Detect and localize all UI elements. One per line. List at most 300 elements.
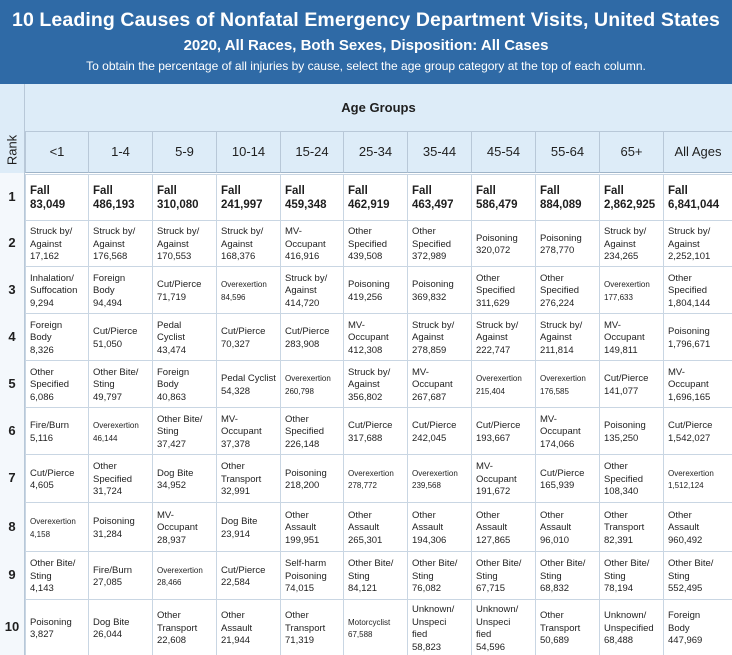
table-cell bbox=[471, 599, 535, 655]
table-cell bbox=[599, 360, 663, 407]
cause-count: 260,798 bbox=[285, 386, 314, 396]
column-header[interactable] bbox=[471, 132, 535, 173]
cause-count: 884,089 bbox=[540, 198, 582, 211]
cause-count: 215,404 bbox=[476, 386, 505, 396]
table-cell bbox=[152, 266, 216, 313]
cause-count: 199,951 bbox=[285, 534, 320, 546]
table-cell bbox=[216, 313, 280, 360]
cause-count: 174,066 bbox=[540, 438, 575, 450]
table-cell bbox=[407, 454, 471, 502]
cause-label: Other Bite/ Sting bbox=[348, 558, 394, 582]
table-cell bbox=[88, 266, 152, 313]
column-header[interactable] bbox=[535, 132, 599, 173]
cause-count: 37,427 bbox=[157, 438, 187, 450]
cause-label: Poisoning bbox=[348, 279, 390, 290]
cause-label: Overexertion bbox=[221, 280, 267, 289]
rank-number: 6 bbox=[8, 423, 16, 438]
cause-count: 265,301 bbox=[348, 534, 383, 546]
cause-count: 278,770 bbox=[540, 245, 575, 256]
cause-count: 416,916 bbox=[285, 251, 320, 263]
table-cell bbox=[216, 502, 280, 551]
cause-count: 194,306 bbox=[412, 534, 447, 546]
cause-count: 165,939 bbox=[540, 480, 575, 491]
cause-label: Fire/Burn bbox=[30, 420, 70, 431]
cause-label: Motorcyclist bbox=[348, 617, 391, 627]
cause-count: 283,908 bbox=[285, 338, 320, 350]
table-cell bbox=[216, 551, 280, 599]
cause-label: Poisoning bbox=[540, 232, 582, 244]
table-cell bbox=[663, 551, 732, 599]
column-header[interactable] bbox=[407, 132, 471, 173]
cause-label: Dog Bite bbox=[93, 616, 130, 628]
column-header-label: 35-44 bbox=[422, 144, 457, 159]
page-header bbox=[0, 0, 732, 84]
cause-label: Inhalation/ Suffocation bbox=[30, 272, 78, 297]
table-cell bbox=[280, 551, 343, 599]
cause-count: 71,319 bbox=[285, 635, 315, 647]
cause-label: Cut/Pierce bbox=[93, 326, 138, 337]
table-cell bbox=[88, 454, 152, 502]
table-cell bbox=[152, 551, 216, 599]
cause-label: Overexertion bbox=[412, 468, 458, 478]
cause-count: 218,200 bbox=[285, 480, 320, 491]
cause-count: 317,688 bbox=[348, 432, 383, 444]
cause-count: 37,378 bbox=[221, 438, 251, 450]
table-cell bbox=[343, 599, 407, 655]
table-cell bbox=[25, 502, 88, 551]
column-header[interactable] bbox=[152, 132, 216, 173]
column-header-label: 45-54 bbox=[486, 144, 521, 159]
cause-count: 311,629 bbox=[476, 297, 510, 309]
cause-label: Other Transport bbox=[604, 509, 645, 534]
cause-label: Poisoning bbox=[412, 279, 454, 290]
table-cell bbox=[280, 502, 343, 551]
table-cell bbox=[407, 502, 471, 551]
table-cell bbox=[471, 360, 535, 407]
table-cell bbox=[88, 551, 152, 599]
column-header-label: 65+ bbox=[620, 144, 643, 159]
table-cell bbox=[25, 266, 88, 313]
cause-count: 34,952 bbox=[157, 480, 187, 491]
table-cell bbox=[216, 266, 280, 313]
cause-count: 211,814 bbox=[540, 344, 574, 356]
cause-count: 26,044 bbox=[93, 629, 123, 640]
table-cell bbox=[152, 599, 216, 655]
table-cell bbox=[152, 502, 216, 551]
cause-count: 310,080 bbox=[157, 198, 199, 211]
cause-label: Overexertion bbox=[30, 517, 76, 526]
cause-label: Cut/Pierce bbox=[348, 420, 393, 431]
table-cell bbox=[535, 220, 599, 266]
cause-label: Foreign Body bbox=[157, 366, 190, 391]
cause-count: 27,085 bbox=[93, 577, 123, 588]
cause-count: 31,724 bbox=[93, 486, 123, 498]
cause-label: Other Transport bbox=[221, 461, 262, 485]
cause-label: MV- Occupant bbox=[285, 226, 326, 250]
cause-label: Struck by/ Against bbox=[221, 226, 264, 250]
table-cell bbox=[535, 360, 599, 407]
table-cell bbox=[471, 313, 535, 360]
cause-label: MV- Occupant bbox=[604, 319, 645, 344]
table-cell bbox=[407, 360, 471, 407]
cause-label: MV- Occupant bbox=[476, 461, 517, 485]
cause-count: 84,596 bbox=[221, 292, 246, 302]
cause-label: Fall bbox=[668, 184, 688, 197]
cause-label: Other Assault bbox=[540, 509, 572, 534]
cause-label: Other Specified bbox=[540, 272, 580, 297]
cause-count: 3,827 bbox=[30, 629, 54, 640]
cause-label: Struck by/ Against bbox=[348, 366, 391, 391]
table-cell bbox=[407, 174, 471, 220]
cause-label: Struck by/ Against bbox=[604, 226, 647, 250]
table-cell bbox=[25, 220, 88, 266]
cause-count: 78,194 bbox=[604, 583, 634, 595]
cause-label: Dog Bite bbox=[221, 516, 258, 527]
rank-number: 9 bbox=[8, 567, 16, 582]
cause-count: 267,687 bbox=[412, 391, 447, 403]
cause-label: MV- Occupant bbox=[348, 319, 389, 344]
cause-count: 276,224 bbox=[540, 297, 575, 309]
cause-label: Fall bbox=[604, 184, 624, 197]
cause-label: Other Bite/ Sting bbox=[93, 366, 139, 391]
cause-count: 462,919 bbox=[348, 198, 390, 211]
cause-label: MV- Occupant bbox=[540, 413, 581, 438]
cause-count: 4,605 bbox=[30, 480, 54, 491]
cause-count: 2,252,101 bbox=[668, 251, 711, 263]
cause-count: 242,045 bbox=[412, 432, 447, 444]
column-header-label: 55-64 bbox=[550, 144, 585, 159]
cause-count: 94,494 bbox=[93, 297, 123, 309]
table-cell bbox=[599, 220, 663, 266]
cause-count: 17,162 bbox=[30, 251, 60, 263]
table-cell bbox=[88, 313, 152, 360]
cause-count: 49,797 bbox=[93, 391, 123, 403]
cause-count: 447,969 bbox=[668, 635, 703, 647]
cause-count: 241,997 bbox=[221, 198, 263, 211]
table-cell bbox=[280, 454, 343, 502]
cause-count: 372,989 bbox=[412, 251, 447, 263]
table-cell bbox=[216, 174, 280, 220]
cause-label: Struck by/ Against bbox=[668, 226, 711, 250]
table-cell bbox=[407, 599, 471, 655]
table-cell bbox=[343, 266, 407, 313]
cause-label: Struck by/ Against bbox=[540, 319, 583, 344]
cause-label: MV- Occupant bbox=[157, 509, 198, 534]
cause-count: 84,121 bbox=[348, 583, 378, 595]
cause-count: 168,376 bbox=[221, 251, 256, 263]
cause-label: Cut/Pierce bbox=[540, 467, 585, 479]
table-cell bbox=[599, 599, 663, 655]
rank-number: 5 bbox=[8, 376, 16, 391]
column-header[interactable] bbox=[663, 132, 732, 173]
table-cell bbox=[407, 220, 471, 266]
table-cell bbox=[663, 174, 732, 220]
table-cell bbox=[663, 454, 732, 502]
cause-count: 176,568 bbox=[93, 251, 128, 263]
cause-count: 43,474 bbox=[157, 344, 187, 356]
cause-count: 463,497 bbox=[412, 198, 454, 211]
cause-count: 70,327 bbox=[221, 338, 251, 350]
rank-number: 7 bbox=[8, 470, 16, 485]
table-cell bbox=[152, 174, 216, 220]
cause-label: Poisoning bbox=[604, 420, 646, 431]
cause-count: 127,865 bbox=[476, 534, 511, 546]
cause-label: Overexertion bbox=[348, 468, 394, 478]
cause-label: Other Bite/ Sting bbox=[604, 558, 650, 582]
cause-count: 22,584 bbox=[221, 577, 251, 588]
cause-count: 68,832 bbox=[540, 583, 570, 595]
cause-count: 278,772 bbox=[348, 481, 377, 490]
cause-count: 74,015 bbox=[285, 583, 315, 595]
table-cell bbox=[216, 220, 280, 266]
table-cell bbox=[343, 174, 407, 220]
cause-label: Cut/Pierce bbox=[604, 373, 649, 384]
cause-label: Fall bbox=[540, 184, 560, 197]
table-cell bbox=[599, 502, 663, 551]
cause-count: 28,466 bbox=[157, 578, 182, 587]
cause-count: 586,479 bbox=[476, 198, 518, 211]
table-cell bbox=[25, 599, 88, 655]
table-cell bbox=[599, 551, 663, 599]
column-header-label: 1-4 bbox=[111, 144, 130, 159]
cause-count: 31,284 bbox=[93, 528, 123, 540]
table-cell bbox=[535, 502, 599, 551]
table-cell bbox=[25, 313, 88, 360]
cause-label: Other Transport bbox=[157, 610, 198, 634]
cause-label: Overexertion bbox=[604, 280, 650, 289]
cause-label: Fall bbox=[30, 184, 50, 197]
cause-count: 222,747 bbox=[476, 344, 511, 356]
cause-count: 83,049 bbox=[30, 198, 66, 211]
table-cell bbox=[471, 266, 535, 313]
table-cell bbox=[88, 502, 152, 551]
cause-count: 68,488 bbox=[604, 635, 634, 647]
cause-label: Fall bbox=[348, 184, 368, 197]
cause-label: Foreign Body bbox=[30, 319, 63, 344]
cause-label: MV- Occupant bbox=[221, 413, 262, 438]
column-header-label: All Ages bbox=[674, 144, 722, 159]
column-header[interactable] bbox=[343, 132, 407, 173]
column-header-label: <1 bbox=[49, 144, 65, 159]
cause-count: 6,086 bbox=[30, 391, 54, 403]
rank-number: 3 bbox=[8, 282, 16, 297]
rank-number: 8 bbox=[8, 519, 16, 534]
cause-label: Cut/Pierce bbox=[476, 420, 521, 431]
cause-label: Dog Bite bbox=[157, 467, 194, 479]
rank-header bbox=[0, 84, 25, 173]
table-cell bbox=[343, 220, 407, 266]
cause-label: Other Specified bbox=[30, 366, 70, 391]
cause-count: 320,072 bbox=[476, 245, 511, 256]
table-cell bbox=[25, 360, 88, 407]
cause-count: 54,328 bbox=[221, 385, 251, 397]
table-cell bbox=[280, 266, 343, 313]
table-cell bbox=[152, 360, 216, 407]
cause-label: Other Assault bbox=[476, 509, 508, 534]
cause-count: 141,077 bbox=[604, 385, 639, 397]
cause-count: 135,250 bbox=[604, 432, 639, 444]
table-cell bbox=[535, 174, 599, 220]
cause-label: Other Specified bbox=[285, 413, 325, 438]
table-cell bbox=[152, 220, 216, 266]
cause-count: 76,082 bbox=[412, 583, 442, 595]
cause-count: 226,148 bbox=[285, 438, 320, 450]
table-cell bbox=[599, 313, 663, 360]
table-cell bbox=[663, 220, 732, 266]
cause-label: Other Bite/ Sting bbox=[476, 558, 522, 582]
cause-label: Poisoning bbox=[285, 467, 327, 479]
cause-count: 5,116 bbox=[30, 432, 54, 444]
cause-label: Fire/Burn bbox=[93, 564, 133, 576]
table-cell bbox=[152, 313, 216, 360]
cause-label: Cut/Pierce bbox=[221, 326, 266, 337]
cause-count: 193,667 bbox=[476, 432, 511, 444]
table-cell bbox=[343, 407, 407, 454]
table-cell bbox=[535, 266, 599, 313]
table-cell bbox=[535, 551, 599, 599]
table-cell bbox=[535, 454, 599, 502]
cause-label: Fall bbox=[285, 184, 305, 197]
rank-header-label: Rank bbox=[4, 134, 20, 166]
cause-label: Other Transport bbox=[285, 610, 326, 634]
cause-label: Other Bite/ Sting bbox=[412, 558, 458, 582]
cause-count: 960,492 bbox=[668, 534, 703, 546]
cause-label: Cut/Pierce bbox=[221, 564, 266, 576]
table-cell bbox=[407, 551, 471, 599]
cause-count: 71,719 bbox=[157, 291, 187, 303]
cause-count: 191,672 bbox=[476, 486, 511, 498]
table-cell bbox=[599, 266, 663, 313]
table-cell bbox=[535, 407, 599, 454]
table-cell bbox=[343, 360, 407, 407]
cause-count: 419,256 bbox=[348, 291, 383, 303]
cause-label: Other Transport bbox=[540, 610, 581, 634]
cause-label: Other Specified bbox=[604, 461, 644, 485]
column-header-label: 15-24 bbox=[295, 144, 329, 159]
cause-count: 23,914 bbox=[221, 528, 251, 540]
cause-label: Fall bbox=[221, 184, 241, 197]
table-cell bbox=[25, 407, 88, 454]
cause-label: Struck by/ Against bbox=[476, 319, 519, 344]
table-cell bbox=[216, 599, 280, 655]
table-cell bbox=[88, 407, 152, 454]
column-header[interactable] bbox=[88, 132, 152, 173]
cause-count: 28,937 bbox=[157, 534, 187, 546]
cause-label: Other Assault bbox=[348, 509, 380, 534]
cause-count: 170,553 bbox=[157, 251, 192, 263]
cause-count: 177,633 bbox=[604, 292, 633, 302]
table-cell bbox=[471, 454, 535, 502]
cause-label: Pedal Cyclist bbox=[157, 319, 185, 344]
table-cell bbox=[280, 220, 343, 266]
table-cell bbox=[88, 360, 152, 407]
cause-label: Other Bite/ Sting bbox=[30, 558, 76, 582]
cause-count: 32,991 bbox=[221, 486, 251, 498]
column-header-label: 5-9 bbox=[175, 144, 194, 159]
table-cell bbox=[88, 174, 152, 220]
table-cell bbox=[663, 313, 732, 360]
table-cell bbox=[599, 174, 663, 220]
rank-number: 4 bbox=[8, 329, 16, 344]
cause-label: Poisoning bbox=[93, 516, 135, 527]
rank-number: 10 bbox=[4, 619, 20, 634]
cause-label: Other Specified bbox=[412, 226, 452, 250]
cause-count: 414,720 bbox=[285, 297, 320, 309]
table-cell bbox=[407, 266, 471, 313]
cause-label: Fall bbox=[93, 184, 113, 197]
column-header[interactable] bbox=[25, 132, 88, 173]
table-cell bbox=[663, 502, 732, 551]
cause-label: Poisoning bbox=[30, 616, 72, 628]
table-cell bbox=[407, 407, 471, 454]
cause-label: Fall bbox=[412, 184, 432, 197]
table-cell bbox=[280, 174, 343, 220]
cause-label: Other Specified bbox=[476, 272, 516, 297]
table-cell bbox=[663, 407, 732, 454]
cause-count: 82,391 bbox=[604, 534, 634, 546]
table-cell bbox=[343, 551, 407, 599]
table-cell bbox=[25, 174, 88, 220]
cause-label: Overexertion bbox=[540, 374, 586, 383]
cause-label: Overexertion bbox=[93, 421, 139, 430]
table-cell bbox=[471, 174, 535, 220]
cause-label: Foreign Body bbox=[668, 610, 701, 634]
table-cell bbox=[663, 360, 732, 407]
age-groups-label: Age Groups bbox=[341, 100, 416, 115]
table-cell bbox=[216, 360, 280, 407]
table-cell bbox=[25, 454, 88, 502]
cause-count: 108,340 bbox=[604, 486, 639, 498]
cause-count: 50,689 bbox=[540, 635, 570, 647]
cause-count: 459,348 bbox=[285, 198, 327, 211]
column-header[interactable] bbox=[599, 132, 663, 173]
cause-count: 176,585 bbox=[540, 386, 569, 396]
cause-label: Unknown/ Unspecified bbox=[604, 610, 654, 634]
cause-label: Struck by/ Against bbox=[157, 226, 200, 250]
cause-count: 8,326 bbox=[30, 344, 54, 356]
table-cell bbox=[343, 454, 407, 502]
cause-label: Other Assault bbox=[221, 610, 253, 634]
cause-count: 51,050 bbox=[93, 338, 123, 350]
table-cell bbox=[407, 313, 471, 360]
table-cell bbox=[535, 313, 599, 360]
rank-number: 1 bbox=[8, 189, 16, 204]
table-cell bbox=[152, 454, 216, 502]
cause-count: 552,495 bbox=[668, 583, 703, 595]
cause-count: 9,294 bbox=[30, 297, 54, 309]
cause-count: 278,859 bbox=[412, 344, 447, 356]
table-cell bbox=[343, 313, 407, 360]
table-cell bbox=[663, 266, 732, 313]
cause-count: 234,265 bbox=[604, 251, 639, 263]
cause-count: 21,944 bbox=[221, 635, 251, 647]
cause-count: 1,542,027 bbox=[668, 432, 711, 444]
cause-count: 239,568 bbox=[412, 481, 441, 490]
table-cell bbox=[216, 454, 280, 502]
cause-count: 22,608 bbox=[157, 635, 187, 647]
cause-count: 412,308 bbox=[348, 344, 383, 356]
cause-label: Other Assault bbox=[285, 509, 317, 534]
cause-label: Fall bbox=[157, 184, 177, 197]
cause-label: Overexertion bbox=[157, 565, 203, 575]
cause-count: 58,823 bbox=[412, 641, 442, 653]
cause-label: Cut/Pierce bbox=[412, 420, 457, 431]
cause-count: 2,862,925 bbox=[604, 198, 656, 211]
column-header[interactable] bbox=[280, 132, 343, 173]
cause-label: Unknown/ Unspeci fied bbox=[476, 604, 519, 640]
column-header[interactable] bbox=[216, 132, 280, 173]
cause-count: 439,508 bbox=[348, 251, 383, 263]
